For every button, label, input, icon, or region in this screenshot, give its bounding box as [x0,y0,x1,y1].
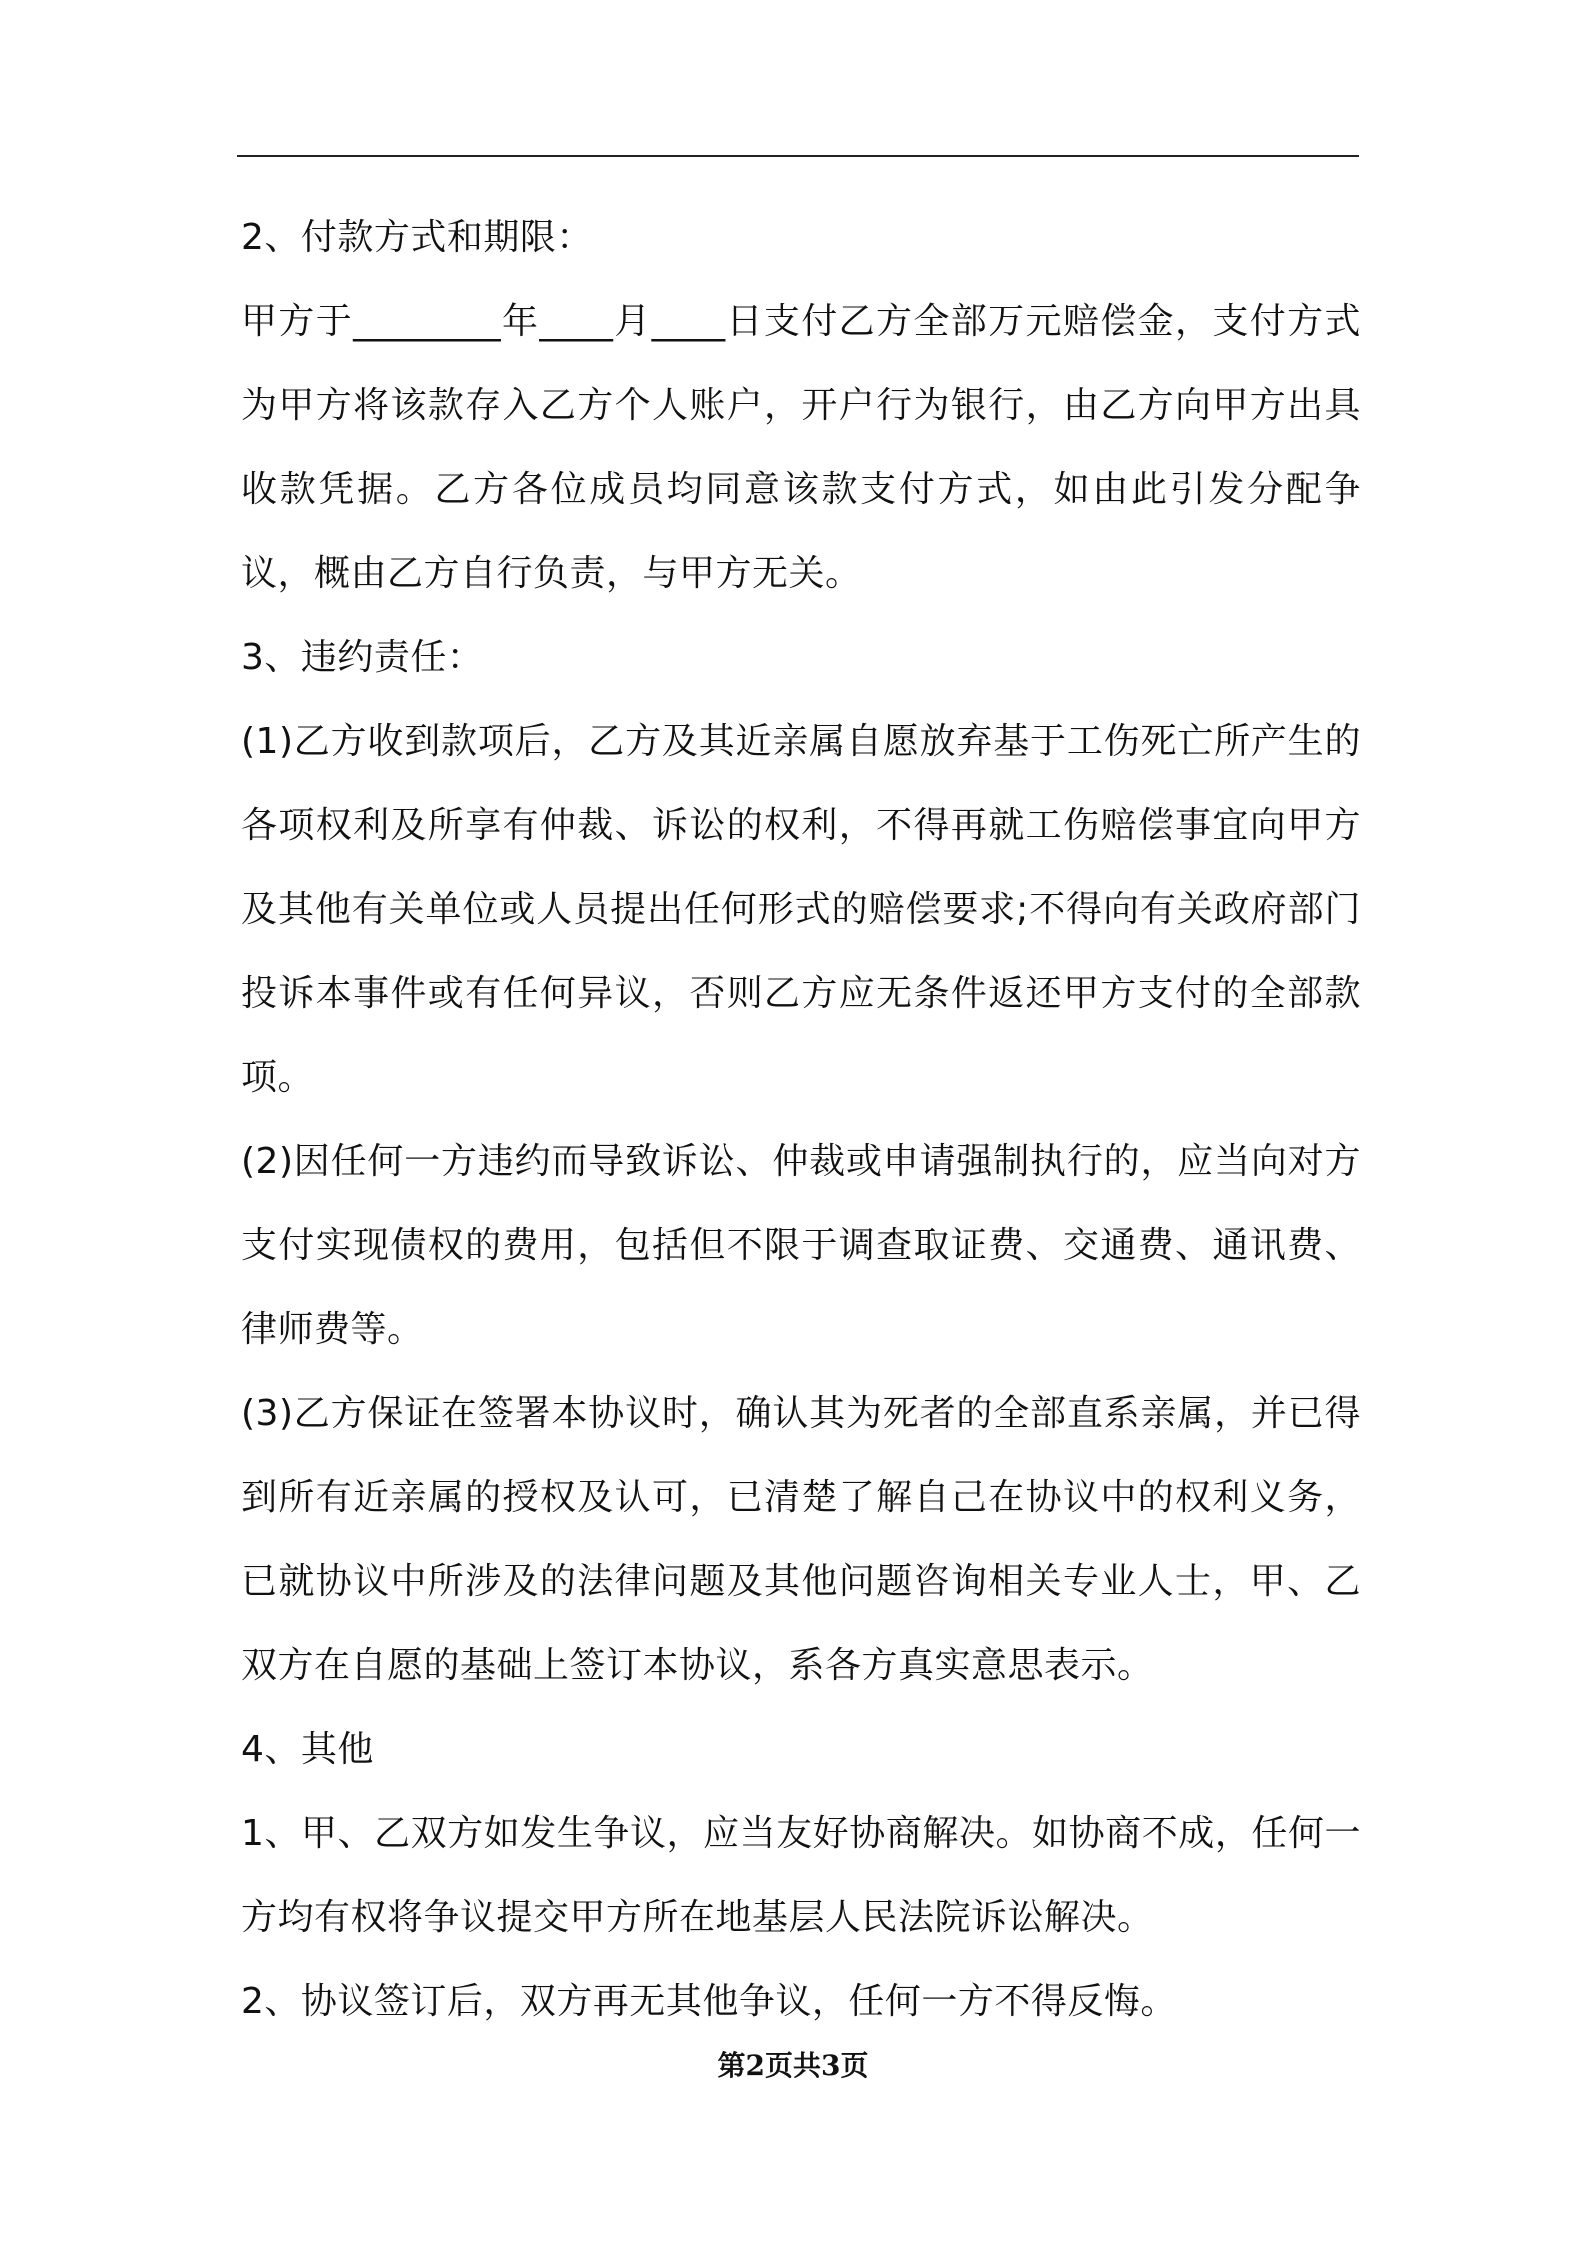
liability-clause-2: (2)因任何一方违约而导致诉讼、仲裁或申请强制执行的，应当向对方支付实现债权的费用，包括但不限于调查取证费、交通费、通讯费、律师费等。 [241,1141,1361,1350]
liability-clause-1: (1)乙方收到款项后，乙方及其近亲属自愿放弃基于工伤死亡所产生的各项权利及所享有仲裁、诉讼的权利，不得再就工伤赔偿事宜向甲方及其他有关单位或人员提出任何形式的赔偿要求;不得向有关政府部门投诉本事件或有任何异议，否则乙方应无条件返还甲方支付的全部款项。 [241,721,1361,1098]
liability-clause-3: (3)乙方保证在签署本协议时，确认其为死者的全部直系亲属，并已得到所有近亲属的授权及认可，已清楚了解自己在协议中的权利义务，已就协议中所涉及的法律问题及其他问题咨询相关专业人士，甲、乙双方在自愿的基础上签订本协议，系各方真实意思表示。 [241,1393,1361,1686]
other-clause-1: 1、甲、乙双方如发生争议，应当友好协商解决。如协商不成，任何一方均有权将争议提交甲方所在地基层人民法院诉讼解决。 [241,1813,1361,1938]
page-number: 第2页共3页 [717,2049,869,2082]
section-heading-payment: 2、付款方式和期限： [241,217,593,258]
header-rule [237,155,1359,157]
section-heading-liability: 3、违约责任： [241,637,484,678]
other-clause-2: 2、协议签订后，双方再无其他争议，任何一方不得反悔。 [241,1981,1177,2022]
document-body [241,196,1361,2044]
payment-terms-paragraph: 甲方于________年____月____日支付乙方全部万元赔偿金，支付方式为甲方将该款存入乙方个人账户，开户行为银行，由乙方向甲方出具收款凭据。乙方各位成员均同意该款支付方式，如由此引发分配争议，概由乙方自行负责，与甲方无关。 [241,301,1361,594]
section-heading-other: 4、其他 [241,1729,374,1770]
